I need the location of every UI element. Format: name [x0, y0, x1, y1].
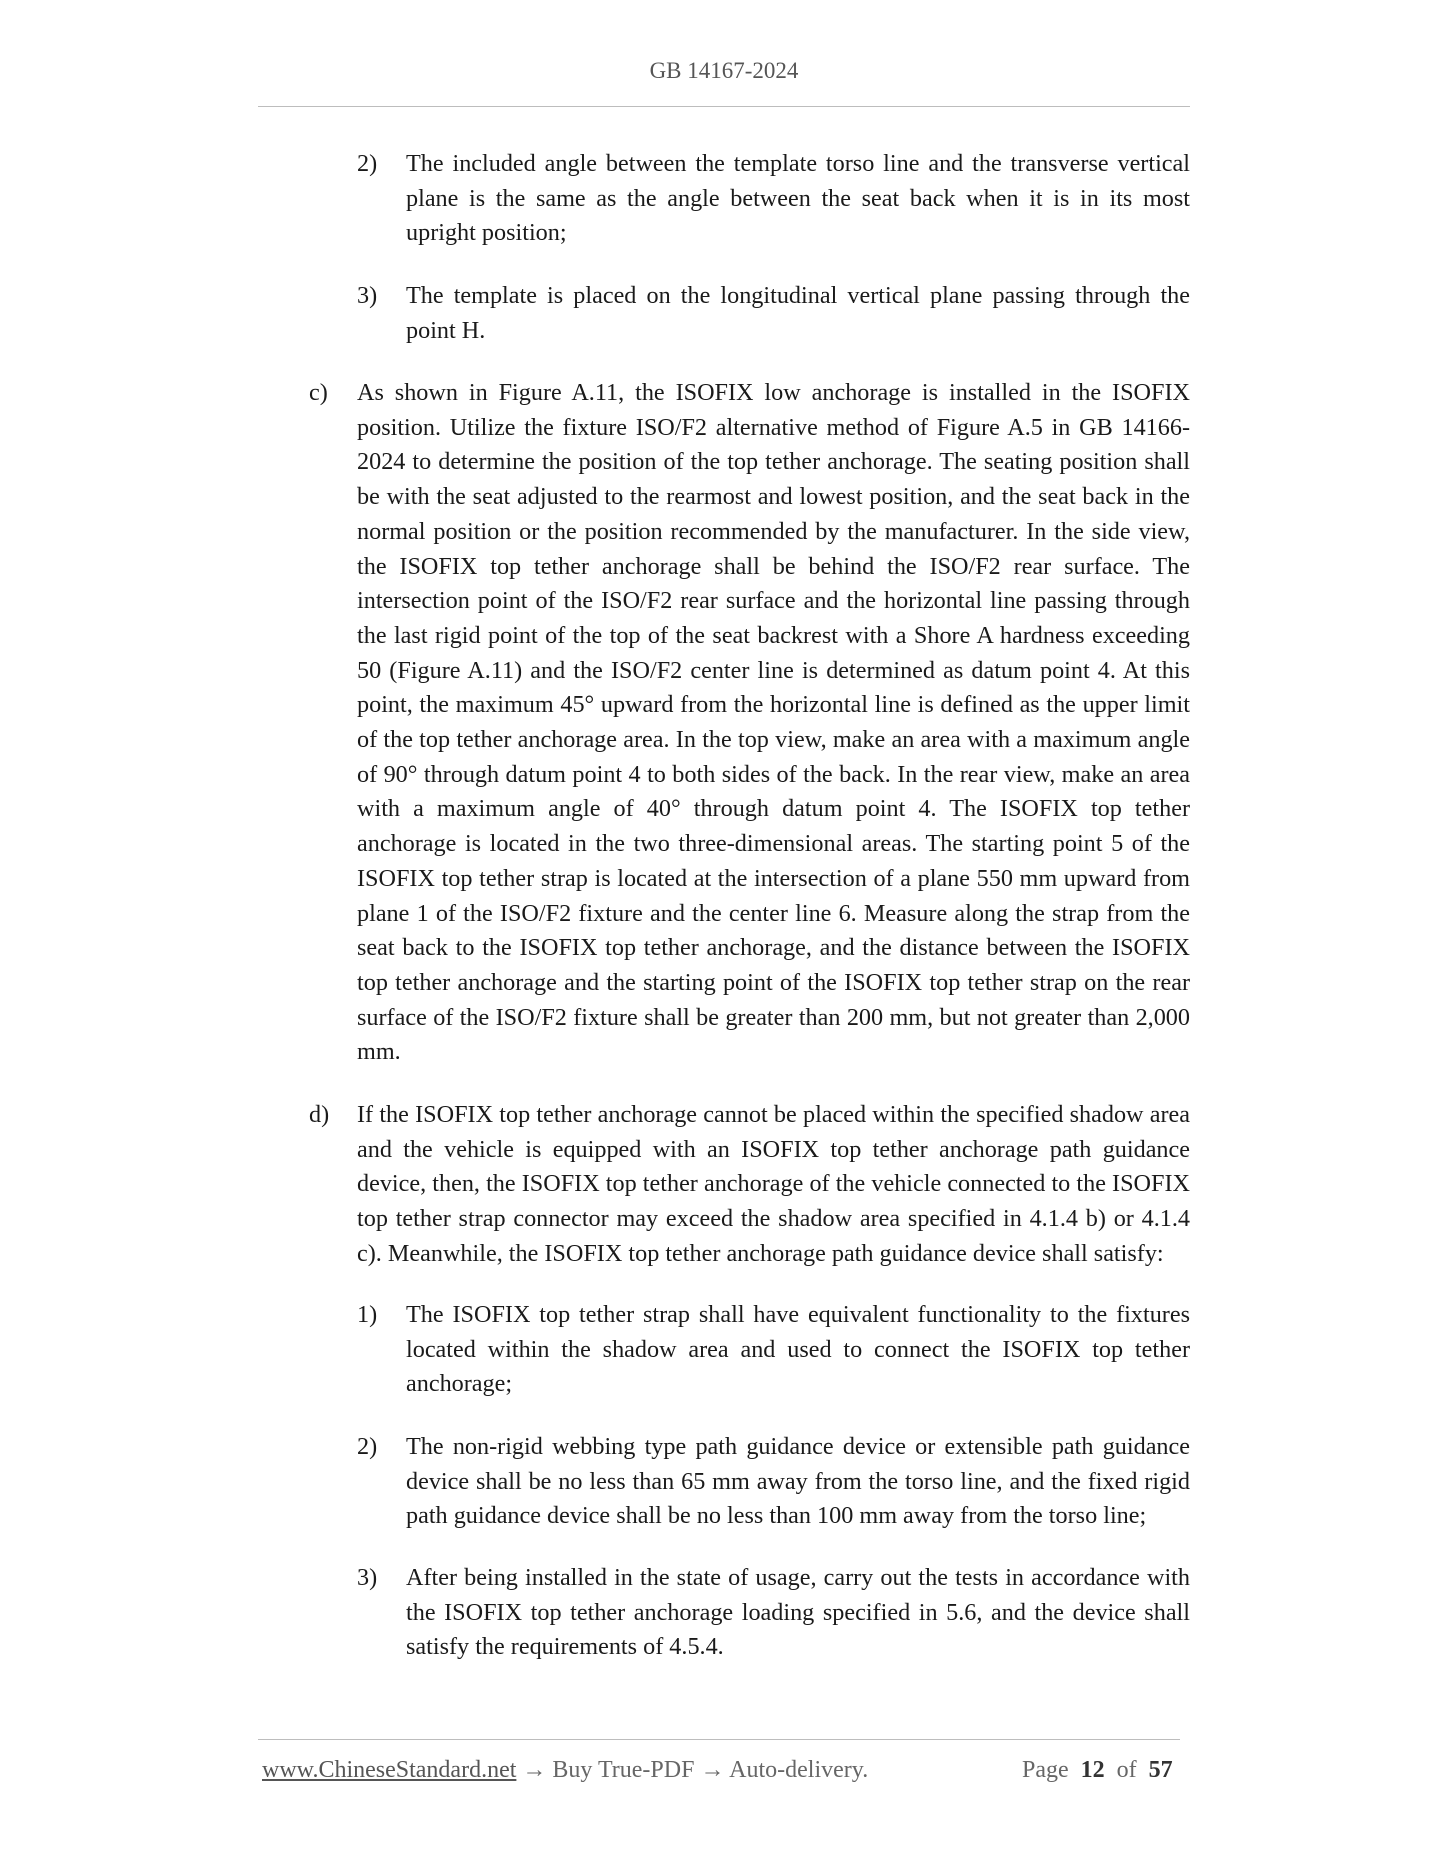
website-link[interactable]: www.ChineseStandard.net — [262, 1757, 517, 1783]
list-label: c) — [309, 379, 328, 406]
arrow-right-icon: → — [522, 1757, 547, 1783]
footer-divider — [258, 1739, 1180, 1740]
list-label: d) — [309, 1101, 330, 1128]
current-page: 12 — [1080, 1757, 1105, 1783]
arrow-right-icon: → — [700, 1757, 725, 1783]
list-label: 1) — [357, 1301, 378, 1328]
footer-promo — [262, 1757, 868, 1784]
list-label: 2) — [357, 150, 378, 177]
list-item-text: The ISOFIX top tether strap shall have equivalent functionality to the fixtures located within the shadow area and used to connect the ISOFIX top tether anchorage; — [406, 1301, 1190, 1398]
list-item-text: As shown in Figure A.11, the ISOFIX low anchorage is installed in the ISOFIX position. Utilize the fixture ISO/F2 alternative method of Figure A.5 in GB 14166-2024 to determine the position of the top tether anchorage. The seating position shall be with the seat adjusted to the rearmost and lowest position, and the seat back in the normal position or the position recommended by the manufacturer. In the side view, the ISOFIX top tether anchorage shall be behind the ISO/F2 rear surface. The intersection point of the ISO/F2 rear surface and the horizontal line passing through the last rigid point of the top of the seat backrest with a Shore A hardness exceeding 50 (Figure A.11) and the ISO/F2 center line is determined as datum point 4. At this point, the maximum 45° upward from the horizontal line is defined as the upper limit of the top tether anchorage area. In the top view, make an area with a maximum angle of 90° through datum point 4 to both sides of the back. In the rear view, make an area with a maximum angle of 40° through datum point 4. The ISOFIX top tether anchorage is located in the two three-dimensional areas. The starting point 5 of the ISOFIX top tether strap is located at the intersection of a plane 550 mm upward from plane 1 of the ISO/F2 fixture and the center line 6. Measure along the strap from the seat back to the ISOFIX top tether anchorage, and the distance between the ISOFIX top tether anchorage and the starting point of the ISOFIX top tether strap on the rear surface of the ISO/F2 fixture shall be greater than 200 mm, but not greater than 2,000 mm. — [357, 379, 1190, 1066]
list-item-text: The template is placed on the longitudinal vertical plane passing through the point H. — [406, 282, 1190, 344]
auto-delivery-text: Auto-delivery. — [729, 1757, 869, 1783]
list-item-text: The non-rigid webbing type path guidance device or extensible path guidance device shall be no less than 65 mm away from the torso line, and the fixed rigid path guidance device shall be no less than 100 mm away from the torso line; — [406, 1433, 1190, 1530]
list-item-text: The included angle between the template torso line and the transverse vertical plane is the same as the angle between the seat back when it is in its most upright position; — [406, 150, 1190, 247]
buy-pdf-text: Buy True-PDF — [552, 1757, 695, 1783]
page-number — [1022, 1757, 1173, 1784]
page-header-title: GB 14167-2024 — [649, 58, 799, 83]
header-divider — [258, 106, 1190, 107]
list-label: 2) — [357, 1433, 378, 1460]
of-word: of — [1116, 1757, 1137, 1783]
list-label: 3) — [357, 282, 378, 309]
page-word: Page — [1022, 1757, 1069, 1783]
total-pages: 57 — [1148, 1757, 1173, 1783]
list-item-text: If the ISOFIX top tether anchorage cannot be placed within the specified shadow area and the vehicle is equipped with an ISOFIX top tether anchorage path guidance device, then, the ISOFIX top tether anchorage of the vehicle connected to the ISOFIX top tether strap connector may exceed the shadow area specified in 4.1.4 b) or 4.1.4 c). Meanwhile, the ISOFIX top tether anchorage path guidance device shall satisfy: — [357, 1101, 1190, 1267]
list-item-text: After being installed in the state of usage, carry out the tests in accordance with the ISOFIX top tether anchorage loading specified in 5.6, and the device shall satisfy the requirements of 4.5.4. — [406, 1564, 1190, 1661]
list-label: 3) — [357, 1564, 378, 1591]
